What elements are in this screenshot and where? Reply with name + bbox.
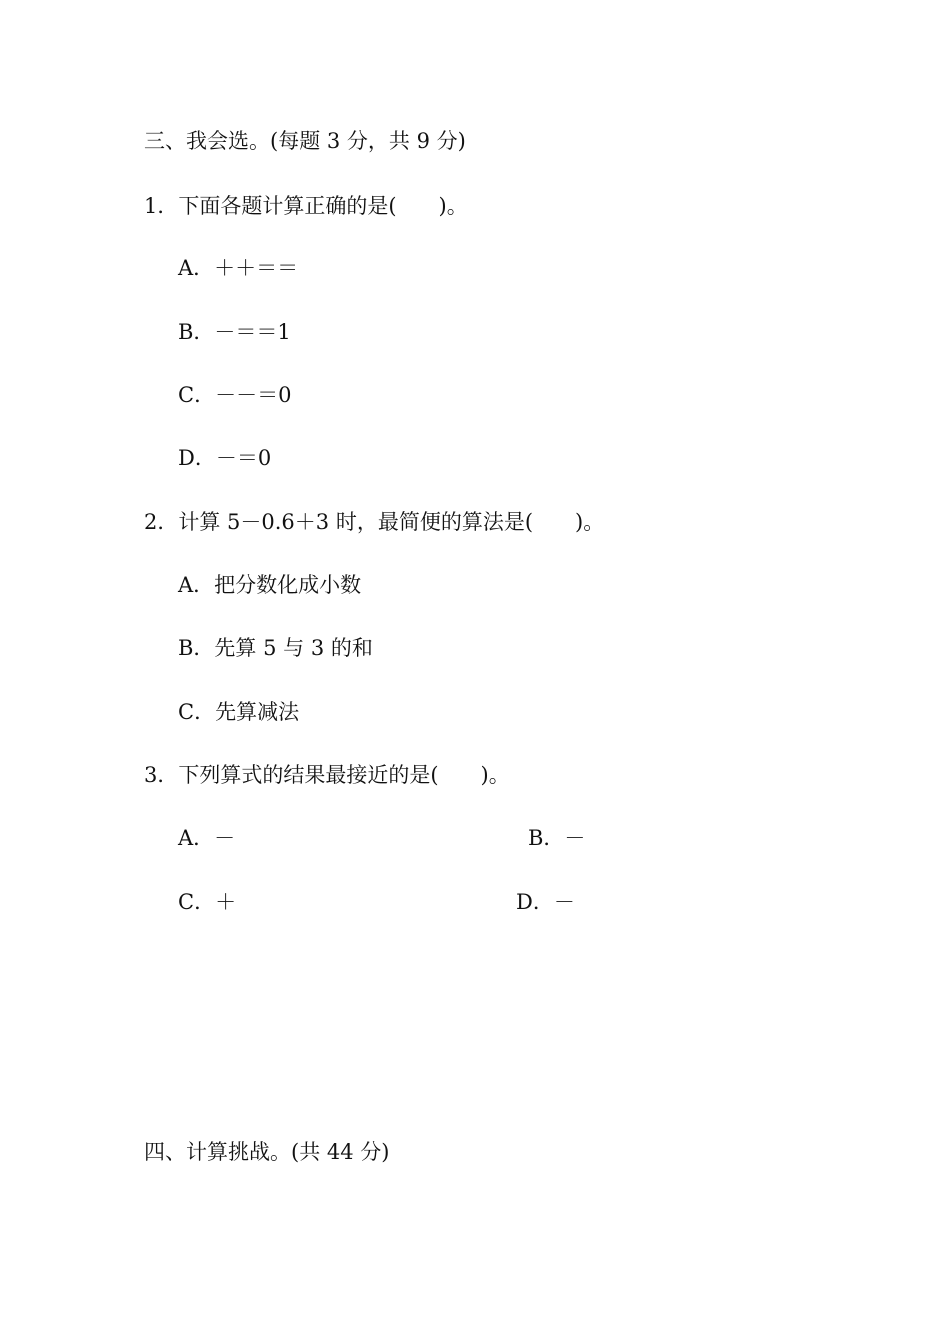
question-2-stem: 2．计算 5－0.6＋3 时，最简便的算法是( )。 xyxy=(144,510,605,534)
section-4-heading: 四、计算挑战。(共 44 分) xyxy=(144,1140,390,1164)
question-1-option-c: C．－－＝0 xyxy=(178,383,292,407)
question-1-option-b: B．－＝＝1 xyxy=(178,320,291,344)
question-3-option-a: A．－ xyxy=(178,826,236,850)
question-1-stem: 1．下面各题计算正确的是( )。 xyxy=(144,194,468,218)
question-3-stem: 3．下列算式的结果最接近的是( )。 xyxy=(144,763,510,787)
question-3-option-c: C．＋ xyxy=(178,890,237,914)
question-2-option-b: B．先算 5 与 3 的和 xyxy=(178,636,373,660)
question-3-option-d: D．－ xyxy=(516,890,575,914)
question-1-option-a: A．＋＋＝＝ xyxy=(178,256,299,280)
question-1-option-d: D．－＝0 xyxy=(178,446,272,470)
question-2-option-a: A．把分数化成小数 xyxy=(178,573,362,597)
section-3-heading: 三、我会选。(每题 3 分，共 9 分) xyxy=(144,129,466,153)
question-3-option-b: B．－ xyxy=(528,826,586,850)
question-2-option-c: C．先算减法 xyxy=(178,700,300,724)
